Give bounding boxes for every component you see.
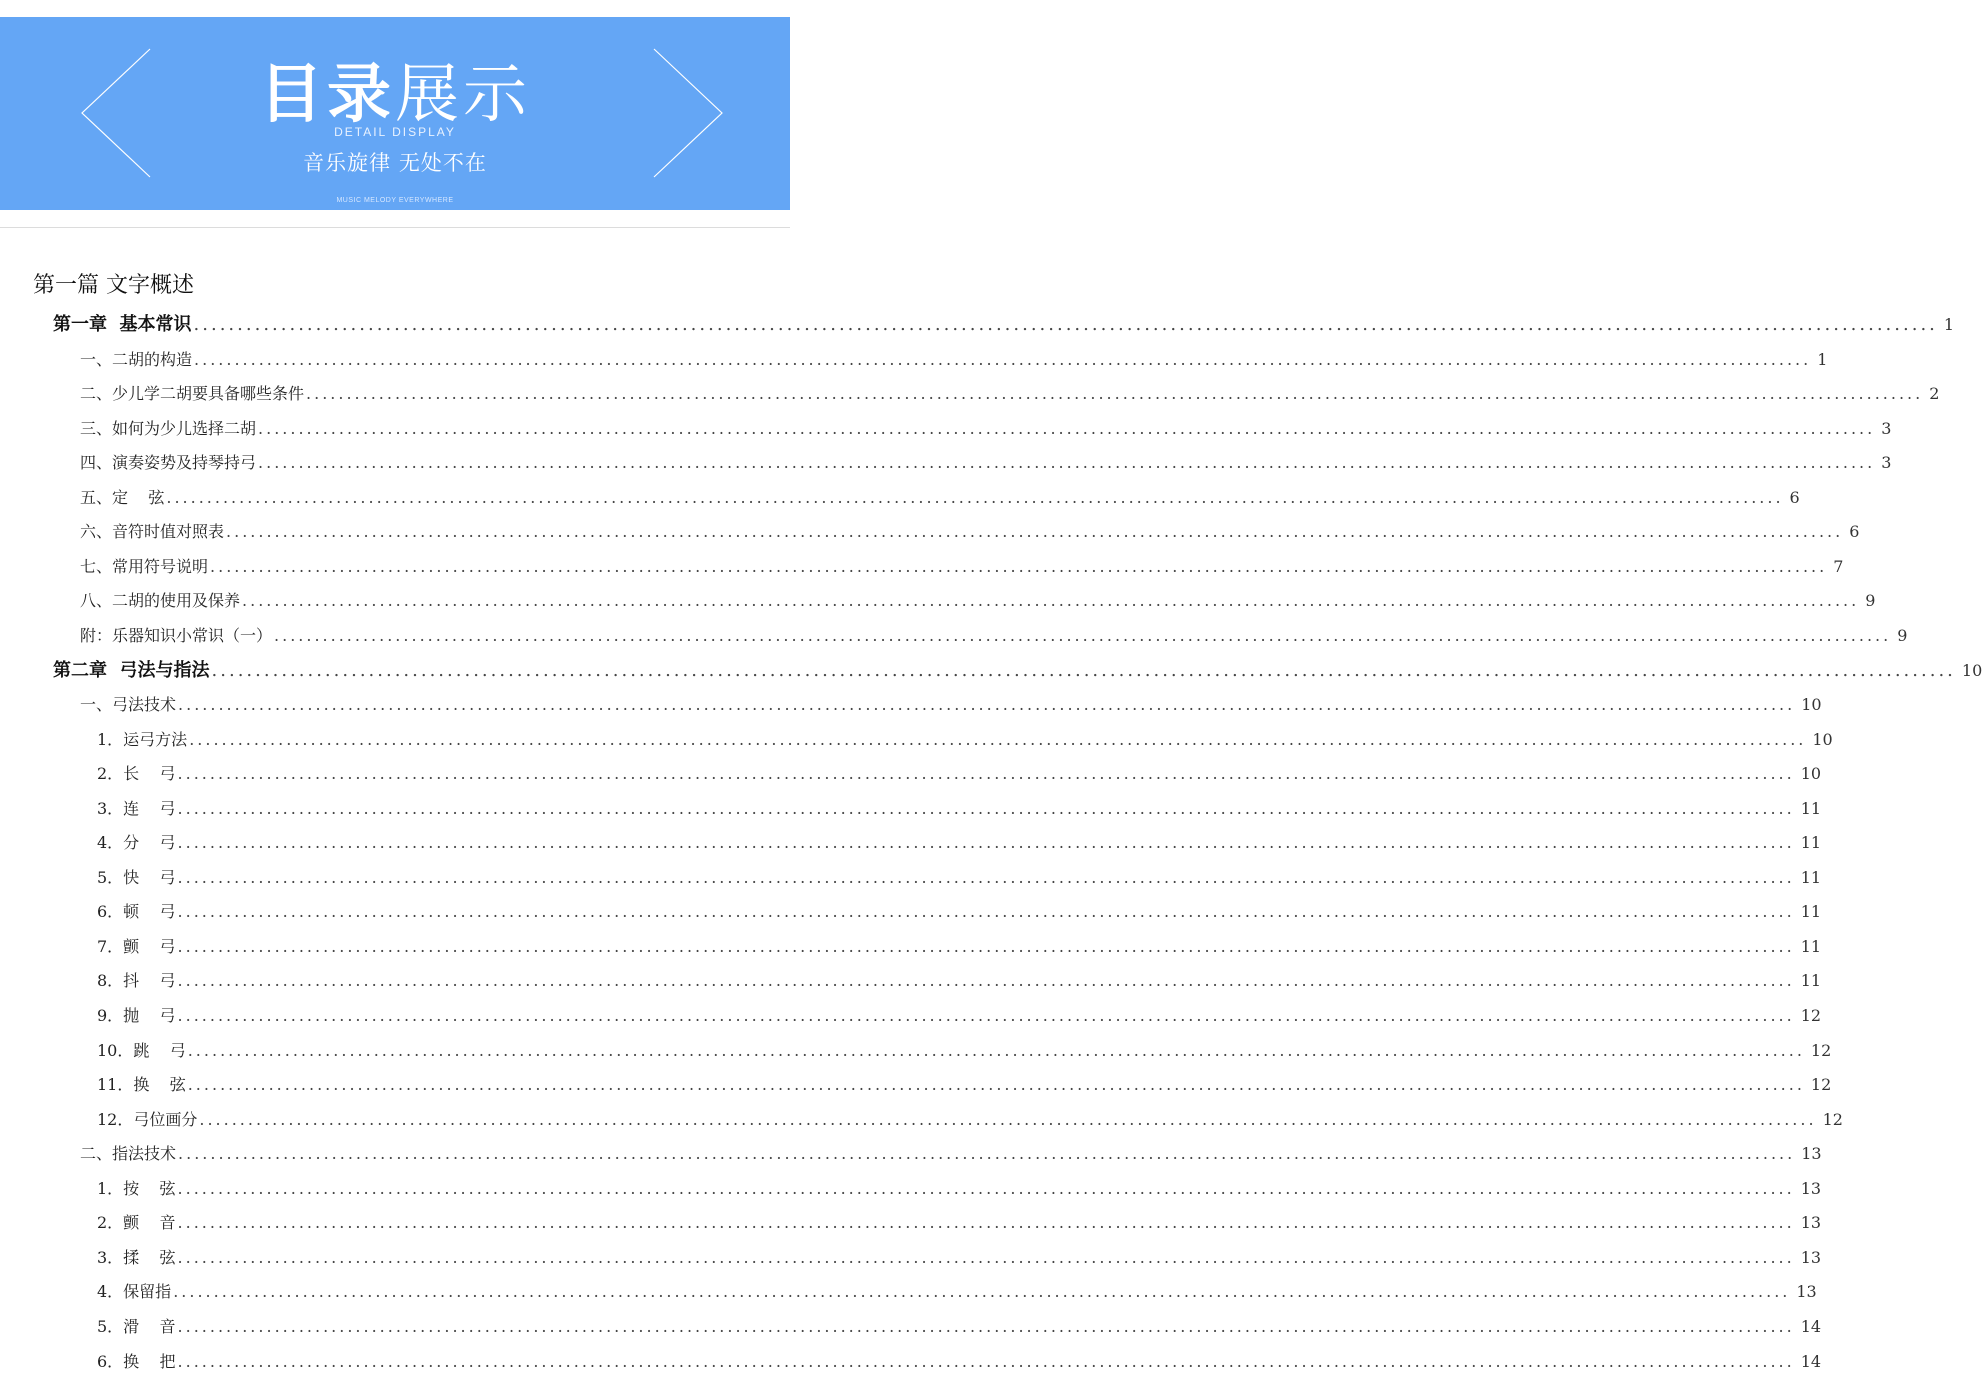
toc-leader-dots: ........................................................................................................................................................................................................ [226, 522, 1844, 541]
toc-entry [97, 1312, 1822, 1342]
toc-entry-title: 12．弓位画分 [97, 1110, 198, 1129]
toc-entry [80, 483, 1800, 513]
toc-page-number: 13 [1800, 1213, 1822, 1232]
toc-page-number: 11 [1800, 902, 1822, 921]
toc-leader-dots: ........................................................................................................................................................................................................ [177, 764, 1795, 783]
toc-leader-dots: ........................................................................................................................................................................................................ [177, 1179, 1795, 1198]
toc-leader-dots: ........................................................................................................................................................................................................ [194, 350, 1812, 369]
toc-leader-dots: ........................................................................................................................................................................................................ [177, 868, 1795, 887]
toc-entry-title: 六、音符时值对照表 [80, 522, 225, 541]
toc-leader-dots: ........................................................................................................................................................................................................ [189, 730, 1807, 749]
toc-entry-title: 7．颤 弓 [97, 937, 176, 956]
toc-entry [80, 517, 1860, 547]
part-title: 第一篇 文字概述 [33, 273, 194, 298]
toc-entry-title: 2．颤 音 [97, 1213, 176, 1232]
toc-entry-title: 第二章 弓法与指法 [53, 660, 210, 681]
toc-page-number: 3 [1881, 419, 1892, 438]
toc-entry-title: 一、二胡的构造 [80, 350, 193, 369]
toc-leader-dots: ........................................................................................................................................................................................................ [306, 384, 1924, 403]
toc-leader-dots: ........................................................................................................................................................................................................ [177, 1352, 1795, 1371]
toc-entry-title: 3．揉 弦 [97, 1248, 176, 1267]
toc-page-number: 2 [1929, 384, 1940, 403]
toc-entry [80, 621, 1908, 651]
toc-entry-title: 二、指法技术 [80, 1144, 177, 1163]
toc-entry [97, 1347, 1822, 1377]
toc-entry-title: 10．跳 弓 [97, 1041, 186, 1060]
toc-entry [80, 1139, 1822, 1169]
toc-page-number: 10 [1801, 695, 1822, 714]
toc-page-number: 9 [1865, 591, 1876, 610]
toc-entry [80, 414, 1892, 444]
toc-entry [80, 345, 1828, 375]
toc-leader-dots: ........................................................................................................................................................................................................ [274, 626, 1892, 645]
toc-page-number: 6 [1849, 522, 1860, 541]
toc-page-number: 12 [1810, 1041, 1832, 1060]
toc-entry [80, 379, 1940, 409]
toc-leader-dots: ........................................................................................................................................................................................................ [177, 1248, 1795, 1267]
toc-entry-title: 11．换 弦 [97, 1075, 186, 1094]
toc-leader-dots: ........................................................................................................................................................................................................ [177, 902, 1795, 921]
toc-page-number: 10 [1800, 764, 1822, 783]
toc-leader-dots: ........................................................................................................................................................................................................ [166, 488, 1784, 507]
toc-page-number: 11 [1800, 868, 1822, 887]
toc-entry [97, 1243, 1822, 1273]
toc-entry-title: 三、如何为少儿选择二胡 [80, 419, 257, 438]
toc-page-number: 7 [1833, 557, 1844, 576]
toc-leader-dots: ........................................................................................................................................................................................................ [199, 1110, 1817, 1129]
toc-entry-title: 七、常用符号说明 [80, 557, 209, 576]
toc-page-number: 10 [1961, 661, 1982, 680]
toc-leader-dots: ........................................................................................................................................................................................................ [211, 660, 1956, 681]
toc-page-number: 11 [1800, 937, 1822, 956]
toc-entry [80, 690, 1822, 720]
toc-page-number: 14 [1800, 1352, 1822, 1371]
toc-entry-title: 1．运弓方法 [97, 730, 188, 749]
toc-entry [80, 448, 1892, 478]
toc-entry [97, 966, 1822, 996]
toc-entry [80, 552, 1844, 582]
toc-leader-dots: ........................................................................................................................................................................................................ [177, 833, 1795, 852]
toc-entry [97, 897, 1822, 927]
toc-leader-dots: ........................................................................................................................................................................................................ [177, 1006, 1795, 1025]
toc-entry-title: 1．按 弦 [97, 1179, 176, 1198]
toc-entry [97, 1105, 1843, 1135]
toc-leader-dots: ........................................................................................................................................................................................................ [173, 1282, 1791, 1301]
toc-entry-title: 5．快 弓 [97, 868, 176, 887]
toc-entry-title: 5．滑 音 [97, 1317, 176, 1336]
toc-entry [97, 932, 1822, 962]
toc-entry [80, 586, 1876, 616]
toc-entry [97, 1277, 1817, 1307]
toc-entry [97, 1208, 1822, 1238]
toc-entry [97, 794, 1822, 824]
toc-page-number: 13 [1801, 1144, 1822, 1163]
toc-entry [97, 1036, 1832, 1066]
toc-leader-dots: ........................................................................................................................................................................................................ [178, 1144, 1796, 1163]
toc-page-number: 9 [1897, 626, 1908, 645]
toc-leader-dots: ........................................................................................................................................................................................................ [258, 453, 1876, 472]
toc-page-number: 12 [1800, 1006, 1822, 1025]
toc-leader-dots: ........................................................................................................................................................................................................ [177, 971, 1795, 990]
toc-page-number: 1 [1817, 350, 1828, 369]
toc-leader-dots: ........................................................................................................................................................................................................ [178, 695, 1796, 714]
divider [0, 227, 790, 228]
toc-entry [97, 759, 1822, 789]
toc-leader-dots: ........................................................................................................................................................................................................ [177, 1317, 1795, 1336]
toc-entry-title: 8．抖 弓 [97, 971, 176, 990]
toc-page-number: 10 [1812, 730, 1833, 749]
toc-leader-dots: ........................................................................................................................................................................................................ [177, 799, 1795, 818]
toc-page-number: 11 [1800, 799, 1822, 818]
toc-page-number: 14 [1800, 1317, 1822, 1336]
toc-page-number: 12 [1810, 1075, 1832, 1094]
toc-leader-dots: ........................................................................................................................................................................................................ [210, 557, 1828, 576]
toc-entry-title: 3．连 弓 [97, 799, 176, 818]
toc-entry [97, 828, 1822, 858]
toc-page-number: 3 [1881, 453, 1892, 472]
toc-entry-title: 附：乐器知识小常识（一） [80, 626, 273, 645]
banner-title-bold: 目录 [259, 58, 395, 132]
toc-leader-dots: ........................................................................................................................................................................................................ [177, 937, 1795, 956]
toc-leader-dots: ........................................................................................................................................................................................................ [187, 1041, 1805, 1060]
toc-entry-title: 五、定 弦 [80, 488, 165, 507]
banner-title-light: 展示 [395, 58, 531, 132]
toc-page-number: 1 [1943, 315, 1955, 334]
toc-entry-title: 6．顿 弓 [97, 902, 176, 921]
toc-page-number: 13 [1796, 1282, 1817, 1301]
toc-entry [97, 863, 1822, 893]
toc-entry-title: 4．保留指 [97, 1282, 172, 1301]
toc-leader-dots: ........................................................................................................................................................................................................ [187, 1075, 1805, 1094]
toc-entry [97, 1070, 1832, 1100]
header-banner [0, 17, 790, 210]
toc-entry-title: 第一章 基本常识 [53, 314, 192, 335]
toc-entry-title: 4．分 弓 [97, 833, 176, 852]
toc-entry-title: 一、弓法技术 [80, 695, 177, 714]
toc-entry [97, 1174, 1822, 1204]
toc-entry [97, 725, 1833, 755]
toc-entry [97, 1001, 1822, 1031]
toc-page-number: 11 [1800, 971, 1822, 990]
toc-leader-dots: ........................................................................................................................................................................................................ [258, 419, 1876, 438]
toc-leader-dots: ........................................................................................................................................................................................................ [242, 591, 1860, 610]
toc-leader-dots: ........................................................................................................................................................................................................ [193, 314, 1938, 335]
toc-entry-title: 2．长 弓 [97, 764, 176, 783]
toc-entry [53, 656, 1982, 686]
toc-entry [53, 310, 1955, 340]
banner-subtitle: 音乐旋律 无处不在 [303, 151, 487, 175]
toc-page-number: 13 [1800, 1179, 1822, 1198]
toc-entry-title: 9．抛 弓 [97, 1006, 176, 1025]
toc-entry-title: 四、演奏姿势及持琴持弓 [80, 453, 257, 472]
toc-page-number: 13 [1800, 1248, 1822, 1267]
toc-entry-title: 6．换 把 [97, 1352, 176, 1371]
toc-page-number: 6 [1789, 488, 1800, 507]
toc-page-number: 12 [1822, 1110, 1843, 1129]
toc-entry-title: 二、少儿学二胡要具备哪些条件 [80, 384, 305, 403]
toc-page-number: 11 [1800, 833, 1822, 852]
banner-english-title: DETAIL DISPLAY [334, 125, 456, 139]
banner-subtitle-english: MUSIC MELODY EVERYWHERE [336, 197, 454, 204]
banner-title [0, 57, 790, 133]
toc-entry-title: 八、二胡的使用及保养 [80, 591, 241, 610]
toc-leader-dots: ........................................................................................................................................................................................................ [177, 1213, 1795, 1232]
